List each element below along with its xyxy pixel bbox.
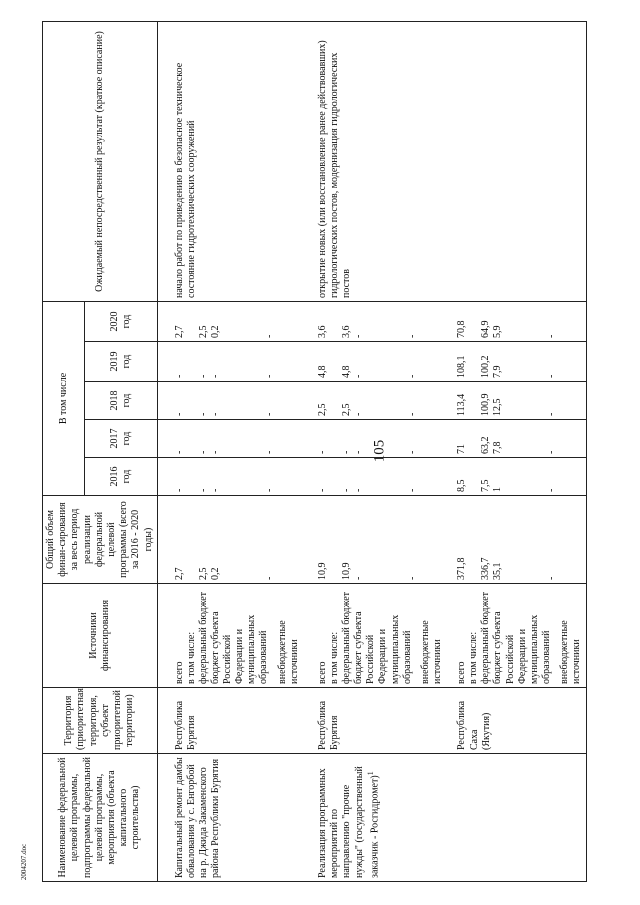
total-value: 0,2 xyxy=(209,567,221,580)
header-2016: 2016 год xyxy=(85,458,157,496)
source-label: всего xyxy=(456,661,468,684)
header-2019: 2019 год xyxy=(85,342,157,382)
header-2018: 2018 год xyxy=(85,382,157,420)
row-sources xyxy=(157,584,303,688)
row-sources xyxy=(446,584,586,688)
row-result xyxy=(446,21,586,301)
row-total: 10,9 10,9 - - xyxy=(303,496,446,584)
source-label: всего xyxy=(317,661,328,684)
header-in-that: В том числе xyxy=(43,301,85,495)
row-name xyxy=(303,754,446,882)
row-territory: Республика Бурятия xyxy=(303,688,446,754)
row-2020: 3,6 3,6 - - xyxy=(303,301,446,341)
table-row xyxy=(157,21,303,881)
row-2016: - - - - xyxy=(157,458,303,496)
row-result: открытие новых (или восстановление ранее действовавших) гидрологических постов, модернизация гидрологических постов xyxy=(303,21,446,301)
source-label: всего xyxy=(173,661,185,684)
source-label: бюджет субъекта Российской Федерации и муниципальных образований xyxy=(353,611,413,684)
total-value: - xyxy=(263,576,275,580)
source-label: бюджет субъекта Российской Федерации и муниципальных образований xyxy=(492,611,553,684)
row-2018: 113,4 100,9 12,5 - xyxy=(446,382,586,420)
total-value: 2,7 xyxy=(173,567,185,580)
header-2020: 2020 год xyxy=(85,301,157,341)
row-total: 371,8 336,7 35,1 - xyxy=(446,496,586,584)
row-2019: 108,1 100,2 7,9 - xyxy=(446,342,586,382)
row-2019: - - - - xyxy=(157,342,303,382)
source-label: федеральный бюджет xyxy=(341,591,352,684)
row-2017: - - - - xyxy=(157,420,303,458)
header-name: Наименование федеральной целевой программы, подпрограммы федеральной целевой программы, мероприятия (объекта капитального строительства) xyxy=(43,754,158,882)
footer-filename: 2004207.doc xyxy=(20,843,28,881)
row-2018: - - - - xyxy=(157,382,303,420)
header-2017: 2017 год xyxy=(85,420,157,458)
row-2020: 70,8 64,9 5,9 - xyxy=(446,301,586,341)
row-result: начало работ по приведению в безопасное техническое состояние гидротехнических сооружений xyxy=(157,21,303,301)
row-2018: 2,5 2,5 - - xyxy=(303,382,446,420)
financing-table xyxy=(42,21,587,882)
row-2016: 8,5 7,5 1 - xyxy=(446,458,586,496)
header-territory: Территория (приоритетная территория, субъект приоритетной территории) xyxy=(43,688,158,754)
row-sources xyxy=(303,584,446,688)
row-name: Капитальный ремонт дамбы обвалования у с. Енгорбой на р. Джида Закаменского района Республики Бурятия xyxy=(157,754,303,882)
page-number: 105 xyxy=(371,439,388,463)
row-name-text: Реализация программных мероприятий по направлению "прочие нужды" (государственный заказчик - Росгидромет) xyxy=(317,766,381,878)
source-label: внебюджетные источники xyxy=(419,620,444,684)
source-label: внебюджетные источники xyxy=(559,620,583,684)
source-label: в том числе: xyxy=(468,631,480,684)
header-row-1 xyxy=(43,21,85,881)
source-label: федеральный бюджет xyxy=(480,591,492,684)
row-total xyxy=(157,496,303,584)
source-label: внебюджетные источники xyxy=(276,620,300,684)
rotated-page xyxy=(42,22,622,882)
table-row xyxy=(303,21,446,881)
row-2016: - - - - xyxy=(303,458,446,496)
total-value: 2,5 xyxy=(197,567,209,580)
row-2017: - - - - xyxy=(303,420,446,458)
header-result: Ожидаемый непосредственный результат (краткое описание) xyxy=(43,21,158,301)
row-territory: Республика Бурятия xyxy=(157,688,303,754)
source-label: бюджет субъекта Российской Федерации и муниципальных образований xyxy=(209,611,270,684)
header-sources: Источники финансирования xyxy=(43,584,158,688)
source-label: в том числе: xyxy=(329,631,340,684)
row-2019: 4,8 4,8 - - xyxy=(303,342,446,382)
source-label: федеральный бюджет xyxy=(197,591,209,684)
table-row xyxy=(446,21,586,881)
header-total: Общий объем финан-сирования за весь период реализации федеральной целевой программы (всего за 2016 - 2020 годы) xyxy=(43,496,158,584)
row-name xyxy=(446,754,586,882)
footnote-mark: 1 xyxy=(365,771,375,776)
row-2017: 71 63,2 7,8 - xyxy=(446,420,586,458)
row-territory: Республика Саха (Якутия) xyxy=(446,688,586,754)
source-label: в том числе: xyxy=(185,631,197,684)
row-2020: 2,7 2,5 0,2 - xyxy=(157,301,303,341)
